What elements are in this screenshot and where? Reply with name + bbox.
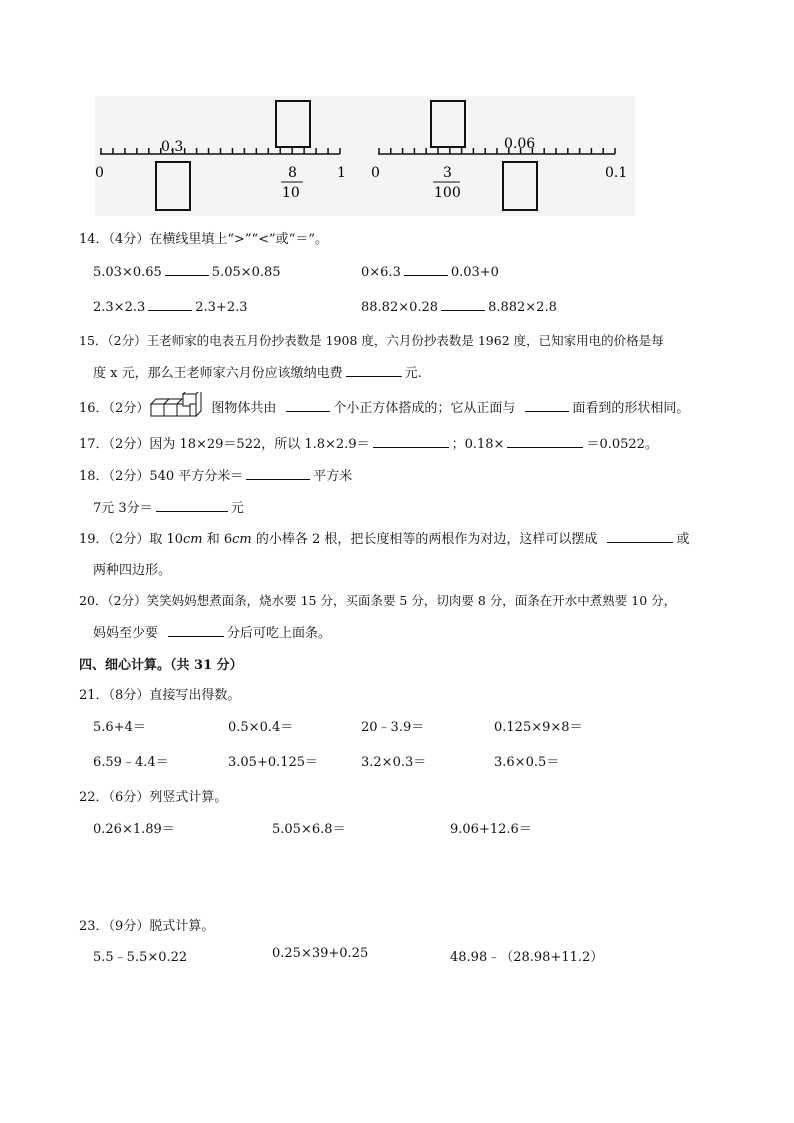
q18-line2 [93, 497, 244, 516]
q18-line1 [79, 465, 352, 484]
q19-line1 [79, 528, 689, 547]
q20-text-1: 妈妈至少要 [93, 626, 159, 641]
right-frac-num: 3 [443, 165, 452, 181]
q14-item-1 [93, 262, 281, 280]
q17-blank-1[interactable] [373, 434, 449, 448]
q21-stem: 21．（8分）直接写出得数。 [79, 688, 241, 703]
q16-blank-1[interactable] [286, 398, 330, 412]
q16-number: 16．（2分） [79, 401, 150, 416]
q14-item-2-blank[interactable] [404, 262, 448, 276]
q14-item-3-right: 2.3+2.3 [195, 300, 248, 315]
q20-blank[interactable] [168, 623, 224, 637]
right-mid-label: 0.06 [504, 136, 536, 152]
q21-row1-item-4: 0.125×9×8＝ [494, 720, 583, 735]
left-frac-num: 8 [288, 165, 297, 181]
q20-line1: 20．（2分）笑笑妈妈想煮面条，烧水要 15 分，买面条要 5 分，切肉要 8 分，面条在开水中煮熟要 10 分， [79, 593, 677, 608]
q19-blank[interactable] [607, 529, 673, 543]
q19-text-3: 的小棒各 2 根，把长度相等的两根作为对边，这样可以摆成 [251, 532, 598, 547]
right-start-label: 0 [371, 165, 380, 181]
q18-blank-1[interactable] [246, 466, 310, 480]
q21-row1-item-2: 0.5×0.4＝ [228, 720, 294, 735]
q21-row2-item-4: 3.6×0.5＝ [494, 755, 560, 770]
q14-item-1-right: 5.05×0.85 [211, 265, 281, 280]
q23-item-1: 5.5﹣5.5×0.22 [93, 950, 188, 965]
q20-line2 [93, 622, 331, 641]
q15-blank[interactable] [346, 363, 402, 377]
q14-item-3-left: 2.3×2.3 [93, 300, 146, 315]
right-frac-den: 100 [434, 185, 461, 201]
q16-blank-2[interactable] [525, 398, 569, 412]
q18-text-4: 元 [230, 501, 244, 516]
q16-text-2: 个小正方体搭成的；它从正面与 [333, 401, 516, 416]
q19-line2: 两种四边形。 [93, 563, 172, 578]
q17-text-2: ；0.18× [451, 437, 505, 452]
q23-stem: 23．（9分）脱式计算。 [79, 919, 215, 934]
q21-row2-item-3: 3.2×0.3＝ [361, 755, 427, 770]
q18-blank-2[interactable] [156, 498, 228, 512]
q18-text-2: 平方米 [313, 469, 353, 484]
q14-item-1-left: 5.03×0.65 [93, 265, 162, 280]
q17-text-1: 17．（2分）因为 18×29＝522，所以 1.8×2.9＝ [79, 437, 370, 452]
q17-text-3: ＝0.0522。 [586, 437, 658, 452]
q14-item-3-blank[interactable] [148, 297, 192, 311]
q21-row2-item-1: 6.59﹣4.4＝ [93, 755, 169, 770]
q16-text-3: 面看到的形状相同。 [572, 401, 690, 416]
q18-text-3: 7元 3分＝ [93, 501, 153, 516]
q22-item-2: 5.05×6.8＝ [272, 822, 346, 837]
q14-item-2 [361, 262, 499, 280]
q14-item-4 [361, 297, 557, 315]
q19-text-2: 和 6 [202, 532, 233, 547]
right-end-label: 0.1 [605, 165, 628, 181]
q19-unit-1: cm [183, 532, 203, 547]
q14-item-1-blank[interactable] [165, 262, 209, 276]
q22-item-1: 0.26×1.89＝ [93, 822, 175, 837]
q15-line1: 15．（2分）王老师家的电表五月份抄表数是 1908 度，六月份抄表数是 1962 度，已知家用电的价格是每 [79, 333, 664, 348]
number-lines-figure [95, 96, 635, 216]
q14-item-4-right: 8.882×2.8 [488, 300, 557, 315]
q14-item-2-right: 0.03+0 [450, 265, 499, 280]
left-mid-label: 0.3 [161, 139, 184, 155]
left-end-label: 1 [337, 165, 346, 181]
q16-text-1: 图物体共由 [211, 401, 277, 416]
q16-line [79, 397, 689, 418]
q18-text-1: 18．（2分）540 平方分米＝ [79, 469, 244, 484]
q23-item-2: 0.25×39+0.25 [272, 946, 369, 961]
q21-row1-item-1: 5.6+4＝ [93, 720, 146, 735]
q19-text-1: 19．（2分）取 10 [79, 532, 183, 547]
q15-line2-text: 度 x 元，那么王老师家六月份应该缴纳电费 [93, 366, 343, 381]
q21-row2-item-2: 3.05+0.125＝ [228, 755, 319, 770]
q14-stem: 14．（4分）在横线里填上“>”“<”或“＝”。 [79, 232, 328, 247]
left-start-label: 0 [95, 165, 104, 181]
section-4-heading: 四、细心计算。（共 31 分） [79, 658, 243, 673]
q21-row1-item-3: 20﹣3.9＝ [361, 720, 425, 735]
q15-line2-end: 元. [404, 366, 422, 381]
left-frac-den: 10 [282, 185, 300, 201]
cube-stack-image [149, 392, 209, 418]
q17-line [79, 433, 658, 452]
q14-item-3 [93, 297, 248, 315]
q23-item-3: 48.98﹣（28.98+11.2） [450, 950, 604, 965]
q22-item-3: 9.06+12.6＝ [450, 822, 532, 837]
q22-stem: 22．（6分）列竖式计算。 [79, 790, 228, 805]
q19-unit-2: cm [232, 532, 252, 547]
q19-text-4: 或 [676, 532, 690, 547]
q14-item-2-left: 0×6.3 [361, 265, 401, 280]
q20-text-2: 分后可吃上面条。 [227, 626, 332, 641]
q17-blank-2[interactable] [507, 434, 583, 448]
q15-line2 [93, 362, 422, 381]
q14-item-4-left: 88.82×0.28 [361, 300, 439, 315]
q14-item-4-blank[interactable] [441, 297, 485, 311]
